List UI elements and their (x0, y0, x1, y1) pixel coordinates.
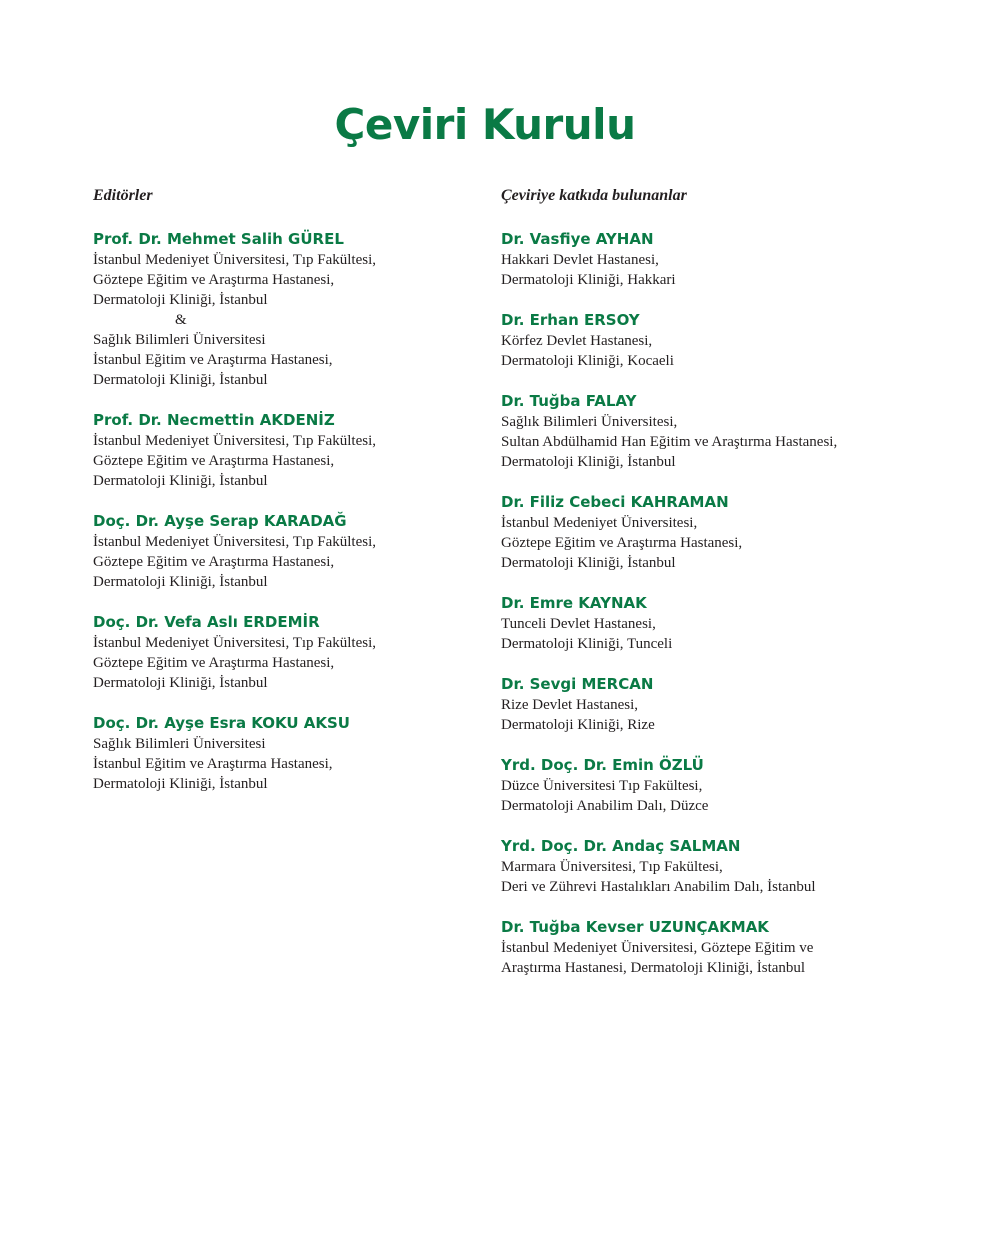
affiliation-line: Marmara Üniversitesi, Tıp Fakültesi, (501, 859, 723, 875)
affiliation-line: Sağlık Bilimleri Üniversitesi (93, 736, 266, 752)
contributors-list (501, 228, 921, 978)
person-name: Dr. Sevgi MERCAN (501, 675, 654, 693)
person-name: Doç. Dr. Ayşe Esra KOKU AKSU (93, 714, 350, 732)
affiliation-line: Dermatoloji Kliniği, İstanbul (501, 454, 676, 470)
affiliation-line: Araştırma Hastanesi, Dermatoloji Kliniği, İstanbul (501, 960, 806, 976)
affiliation-line: İstanbul Medeniyet Üniversitesi, Tıp Fakültesi, (93, 433, 377, 449)
person-name: Yrd. Doç. Dr. Emin ÖZLÜ (501, 756, 704, 774)
affiliation-line: Göztepe Eğitim ve Araştırma Hastanesi, (93, 655, 335, 671)
affiliation-line: Dermatoloji Kliniği, İstanbul (93, 574, 268, 590)
affiliation-line: Dermatoloji Kliniği, İstanbul (93, 292, 268, 308)
affiliation-line: İstanbul Medeniyet Üniversitesi, Tıp Fakültesi, (93, 252, 377, 268)
person-name: Dr. Vasfiye AYHAN (501, 230, 654, 248)
affiliation-line: İstanbul Medeniyet Üniversitesi, Göztepe Eğitim ve (501, 940, 814, 956)
affiliation-line: Dermatoloji Kliniği, İstanbul (93, 776, 268, 792)
contributors-heading: Çeviriye katkıda bulunanlar (501, 187, 687, 204)
affiliation-line: Düzce Üniversitesi Tıp Fakültesi, (501, 778, 703, 794)
editors-list (93, 228, 453, 794)
contributors-entry (501, 916, 921, 978)
editors-entry (93, 409, 453, 491)
affiliation-line: Sağlık Bilimleri Üniversitesi (93, 332, 266, 348)
page-title: Çeviri Kurulu (334, 100, 636, 149)
person-name: Yrd. Doç. Dr. Andaç SALMAN (501, 837, 741, 855)
contributors-column (501, 186, 921, 997)
affiliation-line: Dermatoloji Kliniği, İstanbul (93, 372, 268, 388)
contributors-entry (501, 390, 921, 472)
editors-entry (93, 611, 453, 693)
affiliation-line: Göztepe Eğitim ve Araştırma Hastanesi, (501, 535, 743, 551)
person-name: Doç. Dr. Ayşe Serap KARADAĞ (93, 512, 347, 530)
contributors-entry (501, 309, 921, 371)
affiliation-line: Tunceli Devlet Hastanesi, (501, 616, 656, 632)
editors-heading: Editörler (93, 187, 153, 204)
affiliation-line: İstanbul Medeniyet Üniversitesi, Tıp Fakültesi, (93, 635, 377, 651)
affiliation-line: İstanbul Eğitim ve Araştırma Hastanesi, (93, 756, 333, 772)
affiliation-line: Hakkari Devlet Hastanesi, (501, 252, 659, 268)
person-name: Dr. Filiz Cebeci KAHRAMAN (501, 493, 729, 511)
affiliation-line: Dermatoloji Kliniği, İstanbul (93, 675, 268, 691)
affiliation-line: Deri ve Zührevi Hastalıkları Anabilim Dalı, İstanbul (501, 879, 816, 895)
affiliation-line: İstanbul Medeniyet Üniversitesi, Tıp Fakültesi, (93, 534, 377, 550)
contributors-entry (501, 592, 921, 654)
editors-entry (93, 712, 453, 794)
person-name: Dr. Tuğba Kevser UZUNÇAKMAK (501, 918, 769, 936)
affiliation-line: İstanbul Medeniyet Üniversitesi, (501, 515, 698, 531)
person-name: Dr. Erhan ERSOY (501, 311, 640, 329)
affiliation-line: Göztepe Eğitim ve Araştırma Hastanesi, (93, 272, 335, 288)
affiliation-line: Dermatoloji Kliniği, Hakkari (501, 272, 676, 288)
affiliation-line: Göztepe Eğitim ve Araştırma Hastanesi, (93, 453, 335, 469)
affiliation-line: Dermatoloji Kliniği, Kocaeli (501, 353, 674, 369)
contributors-entry (501, 228, 921, 290)
affiliation-line: Sağlık Bilimleri Üniversitesi, (501, 414, 678, 430)
person-name: Dr. Emre KAYNAK (501, 594, 647, 612)
affiliation-line: İstanbul Eğitim ve Araştırma Hastanesi, (93, 352, 333, 368)
editors-column (93, 186, 453, 813)
person-name: Dr. Tuğba FALAY (501, 392, 637, 410)
editors-entry (93, 228, 453, 390)
contributors-entry (501, 673, 921, 735)
person-name: Prof. Dr. Necmettin AKDENİZ (93, 411, 335, 429)
editors-entry (93, 510, 453, 592)
contributors-entry (501, 835, 921, 897)
affiliation-line: Rize Devlet Hastanesi, (501, 697, 639, 713)
ampersand-separator: & (175, 312, 187, 328)
affiliation-line: Dermatoloji Kliniği, Rize (501, 717, 655, 733)
affiliation-line: Dermatoloji Kliniği, İstanbul (501, 555, 676, 571)
affiliation-line: Sultan Abdülhamid Han Eğitim ve Araştırma Hastanesi, (501, 434, 838, 450)
affiliation-line: Körfez Devlet Hastanesi, (501, 333, 653, 349)
person-name: Prof. Dr. Mehmet Salih GÜREL (93, 230, 344, 248)
affiliation-line: Dermatoloji Kliniği, Tunceli (501, 636, 673, 652)
affiliation-line: Dermatoloji Kliniği, İstanbul (93, 473, 268, 489)
affiliation-line: Dermatoloji Anabilim Dalı, Düzce (501, 798, 709, 814)
affiliation-line: Göztepe Eğitim ve Araştırma Hastanesi, (93, 554, 335, 570)
contributors-entry (501, 754, 921, 816)
person-name: Doç. Dr. Vefa Aslı ERDEMİR (93, 613, 320, 631)
contributors-entry (501, 491, 921, 573)
